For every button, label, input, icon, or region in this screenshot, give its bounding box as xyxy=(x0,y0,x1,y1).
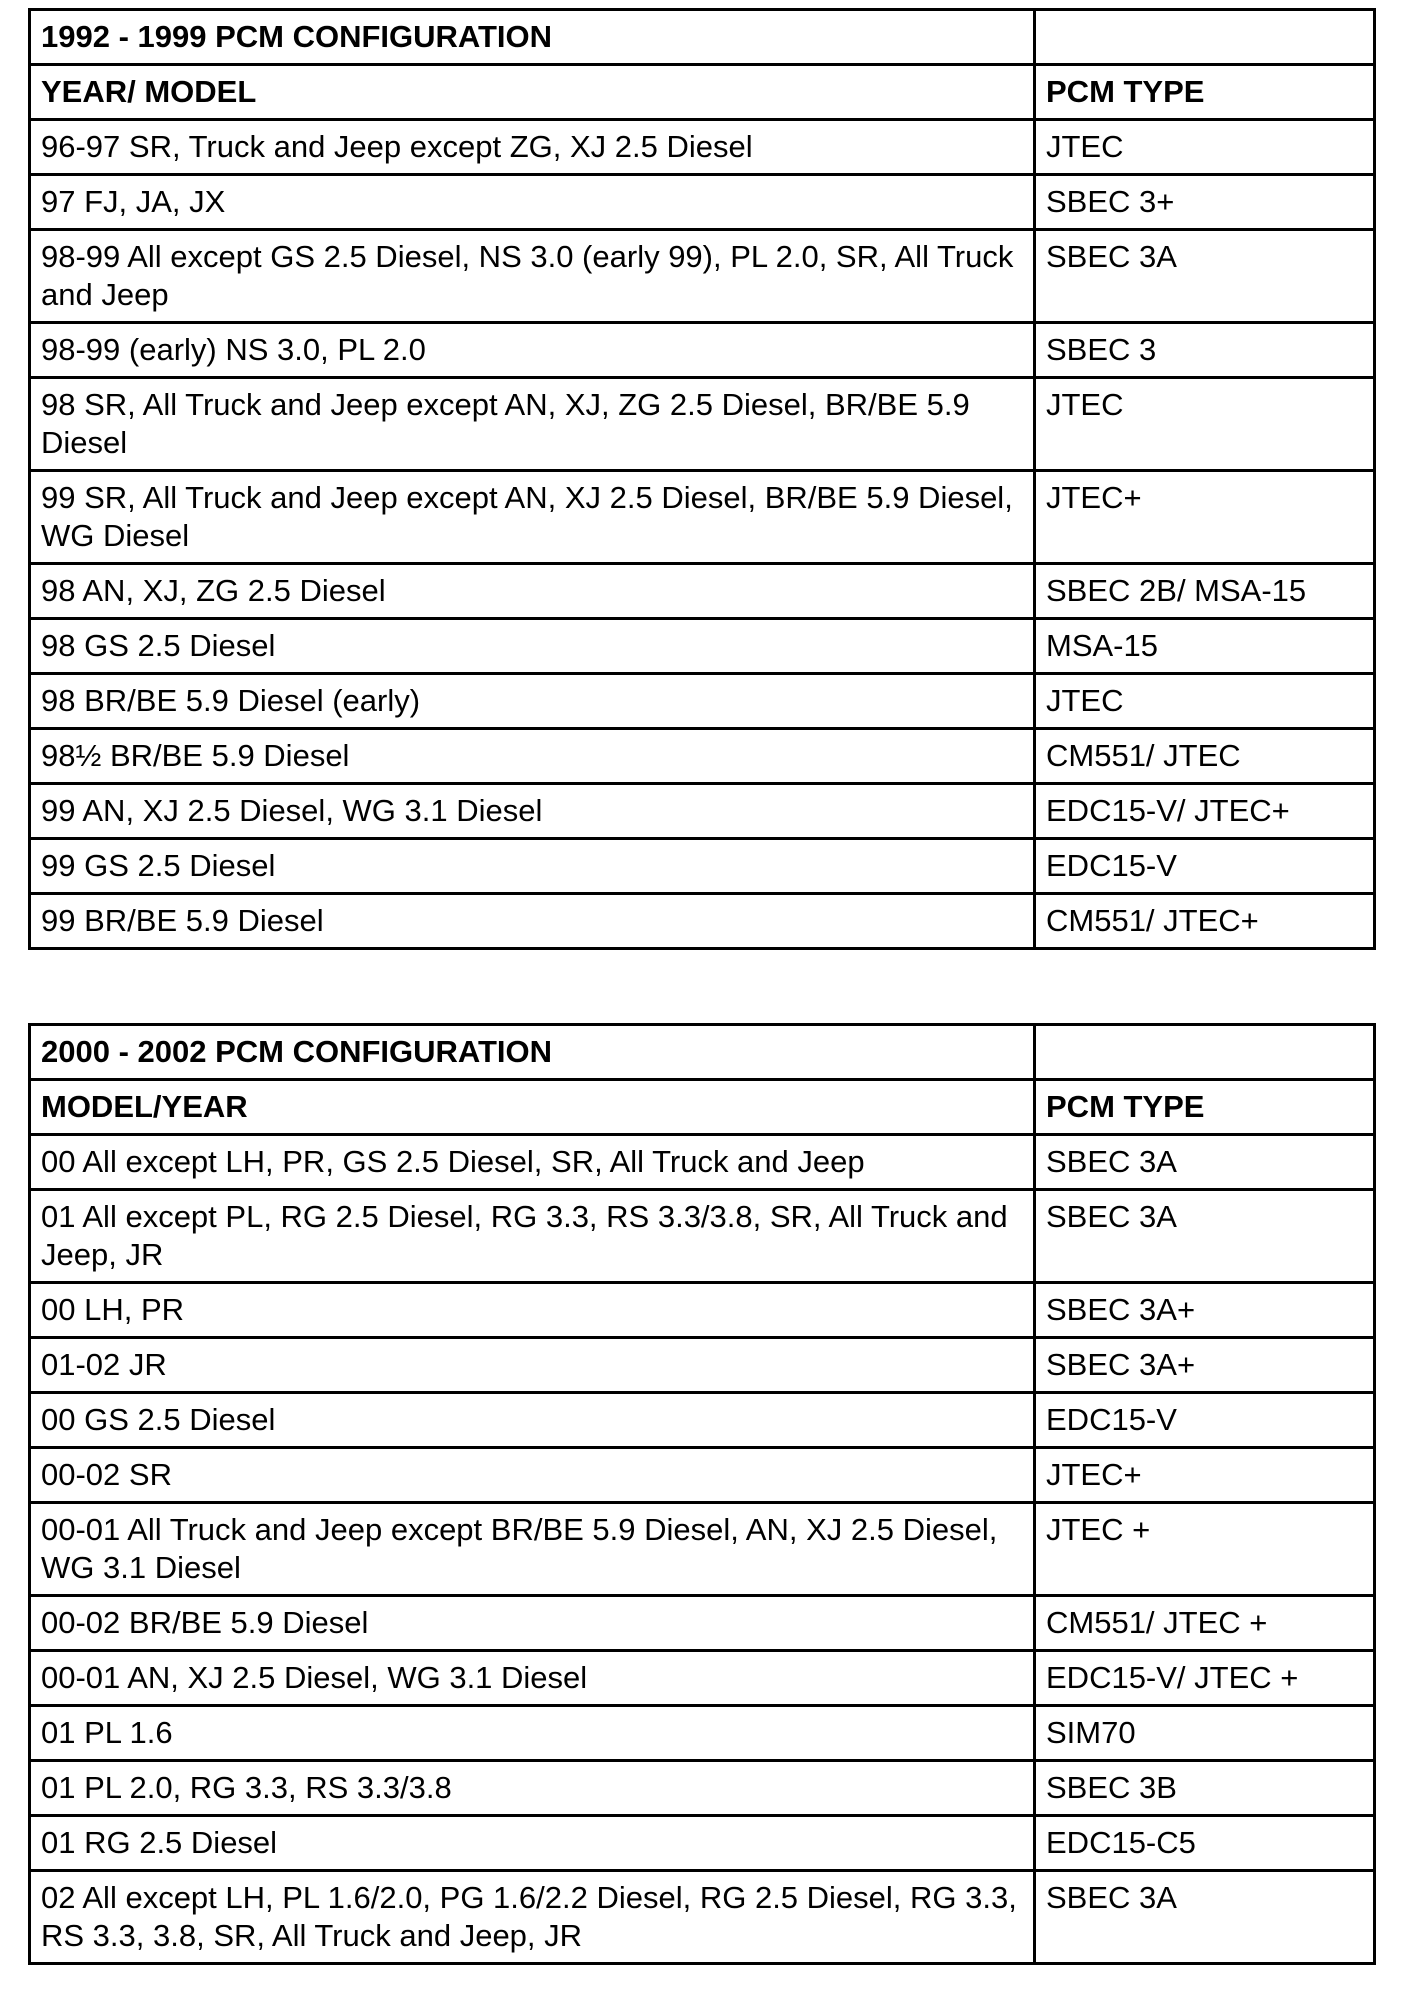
model-cell: 00-01 AN, XJ 2.5 Diesel, WG 3.1 Diesel xyxy=(30,1651,1035,1706)
table-row xyxy=(30,1651,1375,1706)
pcm-type-cell: SBEC 3+ xyxy=(1035,175,1375,230)
pcm-table-2000-2002 xyxy=(28,1023,1376,1965)
model-cell: 98 GS 2.5 Diesel xyxy=(30,619,1035,674)
table-row xyxy=(30,674,1375,729)
model-cell: 98 BR/BE 5.9 Diesel (early) xyxy=(30,674,1035,729)
pcm-type-cell: SIM70 xyxy=(1035,1706,1375,1761)
table-row xyxy=(30,1283,1375,1338)
model-cell: 98½ BR/BE 5.9 Diesel xyxy=(30,729,1035,784)
table-row xyxy=(30,1761,1375,1816)
table-row xyxy=(30,378,1375,471)
table-title: 1992 - 1999 PCM CONFIGURATION xyxy=(30,10,1035,65)
model-cell: 00-01 All Truck and Jeep except BR/BE 5.9 Diesel, AN, XJ 2.5 Diesel, WG 3.1 Diesel xyxy=(30,1503,1035,1596)
pcm-type-cell: JTEC xyxy=(1035,378,1375,471)
table-row xyxy=(30,1338,1375,1393)
pcm-type-cell: SBEC 3A+ xyxy=(1035,1338,1375,1393)
model-cell: 99 GS 2.5 Diesel xyxy=(30,839,1035,894)
pcm-type-cell: SBEC 2B/ MSA-15 xyxy=(1035,564,1375,619)
table-title-empty-cell xyxy=(1035,10,1375,65)
pcm-type-cell: JTEC xyxy=(1035,120,1375,175)
model-cell: 00 LH, PR xyxy=(30,1283,1035,1338)
table-row xyxy=(30,175,1375,230)
pcm-type-cell: MSA-15 xyxy=(1035,619,1375,674)
model-cell: 00 GS 2.5 Diesel xyxy=(30,1393,1035,1448)
table-header-row xyxy=(30,1080,1375,1135)
column-header-pcm-type: PCM TYPE xyxy=(1035,1080,1375,1135)
table-row xyxy=(30,1448,1375,1503)
table-row xyxy=(30,729,1375,784)
pcm-type-cell: EDC15-V/ JTEC+ xyxy=(1035,784,1375,839)
pcm-type-cell: JTEC + xyxy=(1035,1503,1375,1596)
model-cell: 99 SR, All Truck and Jeep except AN, XJ 2.5 Diesel, BR/BE 5.9 Diesel, WG Diesel xyxy=(30,471,1035,564)
pcm-type-cell: JTEC+ xyxy=(1035,1448,1375,1503)
table-title: 2000 - 2002 PCM CONFIGURATION xyxy=(30,1025,1035,1080)
table-title-row xyxy=(30,10,1375,65)
table-row xyxy=(30,230,1375,323)
pcm-type-cell: SBEC 3A xyxy=(1035,1190,1375,1283)
pcm-type-cell: EDC15-C5 xyxy=(1035,1816,1375,1871)
model-cell: 98-99 (early) NS 3.0, PL 2.0 xyxy=(30,323,1035,378)
pcm-type-cell: CM551/ JTEC xyxy=(1035,729,1375,784)
pcm-type-cell: JTEC xyxy=(1035,674,1375,729)
table-body xyxy=(30,1025,1375,1964)
table-row xyxy=(30,323,1375,378)
model-cell: 99 AN, XJ 2.5 Diesel, WG 3.1 Diesel xyxy=(30,784,1035,839)
table-row xyxy=(30,1871,1375,1964)
column-header-pcm-type: PCM TYPE xyxy=(1035,65,1375,120)
model-cell: 01 PL 1.6 xyxy=(30,1706,1035,1761)
pcm-type-cell: SBEC 3A xyxy=(1035,230,1375,323)
model-cell: 02 All except LH, PL 1.6/2.0, PG 1.6/2.2 Diesel, RG 2.5 Diesel, RG 3.3, RS 3.3, 3.8, SR, All Truck and Jeep, JR xyxy=(30,1871,1035,1964)
pcm-type-cell: SBEC 3B xyxy=(1035,1761,1375,1816)
model-cell: 01 RG 2.5 Diesel xyxy=(30,1816,1035,1871)
pcm-type-cell: SBEC 3A+ xyxy=(1035,1283,1375,1338)
pcm-type-cell: EDC15-V xyxy=(1035,839,1375,894)
table-row xyxy=(30,1596,1375,1651)
table-row xyxy=(30,1393,1375,1448)
table-row xyxy=(30,619,1375,674)
column-header-model: YEAR/ MODEL xyxy=(30,65,1035,120)
column-header-model: MODEL/YEAR xyxy=(30,1080,1035,1135)
model-cell: 00-02 BR/BE 5.9 Diesel xyxy=(30,1596,1035,1651)
pcm-type-cell: CM551/ JTEC + xyxy=(1035,1596,1375,1651)
model-cell: 98 AN, XJ, ZG 2.5 Diesel xyxy=(30,564,1035,619)
table-header-row xyxy=(30,65,1375,120)
table-row xyxy=(30,1190,1375,1283)
model-cell: 97 FJ, JA, JX xyxy=(30,175,1035,230)
model-cell: 96-97 SR, Truck and Jeep except ZG, XJ 2.5 Diesel xyxy=(30,120,1035,175)
pcm-type-cell: SBEC 3 xyxy=(1035,323,1375,378)
pcm-table-1992-1999 xyxy=(28,8,1376,950)
table-row xyxy=(30,894,1375,949)
table-title-empty-cell xyxy=(1035,1025,1375,1080)
table-row xyxy=(30,1706,1375,1761)
model-cell: 99 BR/BE 5.9 Diesel xyxy=(30,894,1035,949)
model-cell: 98-99 All except GS 2.5 Diesel, NS 3.0 (early 99), PL 2.0, SR, All Truck and Jeep xyxy=(30,230,1035,323)
table-row xyxy=(30,839,1375,894)
model-cell: 01 All except PL, RG 2.5 Diesel, RG 3.3, RS 3.3/3.8, SR, All Truck and Jeep, JR xyxy=(30,1190,1035,1283)
pcm-type-cell: SBEC 3A xyxy=(1035,1871,1375,1964)
model-cell: 01-02 JR xyxy=(30,1338,1035,1393)
model-cell: 01 PL 2.0, RG 3.3, RS 3.3/3.8 xyxy=(30,1761,1035,1816)
model-cell: 00-02 SR xyxy=(30,1448,1035,1503)
table-row xyxy=(30,471,1375,564)
table-body xyxy=(30,10,1375,949)
model-cell: 00 All except LH, PR, GS 2.5 Diesel, SR, All Truck and Jeep xyxy=(30,1135,1035,1190)
pcm-type-cell: CM551/ JTEC+ xyxy=(1035,894,1375,949)
pcm-type-cell: EDC15-V/ JTEC + xyxy=(1035,1651,1375,1706)
pcm-type-cell: JTEC+ xyxy=(1035,471,1375,564)
model-cell: 98 SR, All Truck and Jeep except AN, XJ, ZG 2.5 Diesel, BR/BE 5.9 Diesel xyxy=(30,378,1035,471)
table-row xyxy=(30,1135,1375,1190)
table-row xyxy=(30,1816,1375,1871)
table-row xyxy=(30,1503,1375,1596)
pcm-type-cell: EDC15-V xyxy=(1035,1393,1375,1448)
table-row xyxy=(30,564,1375,619)
pcm-type-cell: SBEC 3A xyxy=(1035,1135,1375,1190)
table-row xyxy=(30,784,1375,839)
table-row xyxy=(30,120,1375,175)
table-title-row xyxy=(30,1025,1375,1080)
